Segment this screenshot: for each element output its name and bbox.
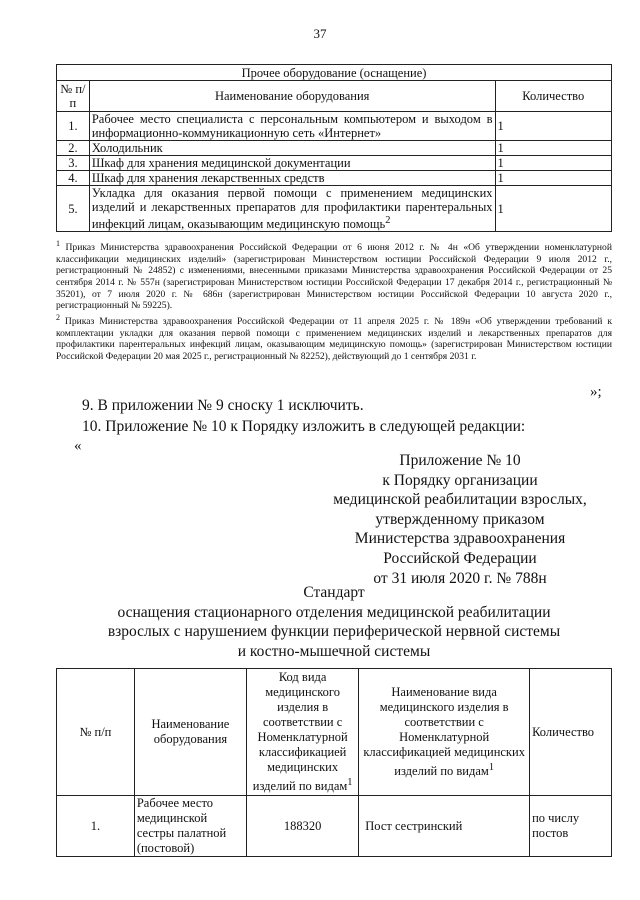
footnote-2: $^2$ Приказ Министерства здравоохранения Российской Федерации от 11 апреля 2025 г. № 189н «Об утверждении требований к комплектации укладки для оказания первой помощи с применением медицинских изделий и лекарственных препаратов для профилактики парентеральных инфекций лицам, оказывающим медицинскую помощь» (зарегистрирован Министерством юстиции Российской Федерации 20 мая 2025 г., регистрационный № 82252), действующий до 1 сентября 2031 г. bbox=[56, 312, 612, 362]
header-qty: Количество bbox=[495, 81, 611, 112]
header-name: Наименование оборудования bbox=[134, 669, 246, 796]
table-row: 3. Шкаф для хранения медицинской документации 1 bbox=[57, 156, 612, 171]
footnote-ref: 2 bbox=[385, 215, 391, 226]
table-caption: Прочее оборудование (оснащение) bbox=[57, 65, 612, 81]
header-name: Наименование оборудования bbox=[89, 81, 495, 112]
standard-equipment-table bbox=[56, 668, 612, 857]
page-number: 37 bbox=[313, 26, 327, 41]
paragraph-item-10: 10. Приложение № 10 к Порядку изложить в следующей редакции: bbox=[82, 418, 526, 435]
header-kind: Наименование вида медицинского изделия в соответствии с Номенклатурной классификацией медицинских изделий по видам$^1$ bbox=[359, 669, 530, 796]
footnote-1: $^1$ Приказ Министерства здравоохранения Российской Федерации от 6 июня 2012 г. № 4н «Об утверждении номенклатурной классификации медицинских изделий» (зарегистрирован Министерством юстиции Российской Федерации 9 июля 2012 г., регистрационный № 24852) с изменениями, внесенными приказами Министерства здравоохранения Российской Федерации от 25 сентября 2014 г. № 557н (зарегистрирован Министерством юстиции Российской Федерации 17 декабря 2014 г., регистрационный № 35201), от 7 июля 2020 г. № 686н (зарегистрирован Министерством юстиции Российской Федерации 10 августа 2020 г., регистрационный № 59225). bbox=[56, 239, 612, 312]
appendix-heading: Приложение № 10 к Порядку организации медицинской реабилитации взрослых, утвержденному приказом Министерства здравоохранения Российской Федерации от 31 июля 2020 г. № 788н bbox=[333, 452, 587, 587]
row-name: Укладка для оказания первой помощи с применением медицинских изделий и лекарственных препаратов для профилактики парентеральных инфекций лицам, оказывающим медицинскую помощь bbox=[91, 186, 493, 232]
opening-quote: « bbox=[74, 438, 82, 454]
paragraph-item-9: 9. В приложении № 9 сноску 1 исключить. bbox=[82, 397, 364, 414]
header-qty: Количество bbox=[530, 669, 612, 796]
table-row: 4. Шкаф для хранения лекарственных средств 1 bbox=[57, 171, 612, 186]
closing-quote: »; bbox=[590, 384, 602, 400]
table-row: 1. Рабочее место медицинской сестры палатной (постовой) 188320 Пост сестринский по числу постов bbox=[57, 796, 612, 857]
table-row: 1. Рабочее место специалиста с персональным компьютером и выходом в информационно-коммуникационную сеть «Интернет» 1 bbox=[57, 112, 612, 141]
equipment-table bbox=[56, 64, 612, 232]
table-row: 2. Холодильник 1 bbox=[57, 141, 612, 156]
standard-title: Стандарт оснащения стационарного отделения медицинской реабилитации взрослых с нарушением функции периферической нервной системы и костно-мышечной системы bbox=[107, 584, 561, 660]
header-num: № п/п bbox=[57, 669, 135, 796]
header-num: № п/п bbox=[57, 81, 90, 112]
table-row: 5. Укладка для оказания первой помощи с применением медицинских изделий и лекарственных препаратов для профилактики парентеральных инфекций лицам, оказывающим медицинскую помощь$^2$ 1 bbox=[57, 186, 612, 232]
header-code: Код вида медицинского изделия в соответствии с Номенклатурной классификацией медицинских изделий по видам$^1$ bbox=[247, 669, 359, 796]
footnotes bbox=[56, 238, 612, 362]
